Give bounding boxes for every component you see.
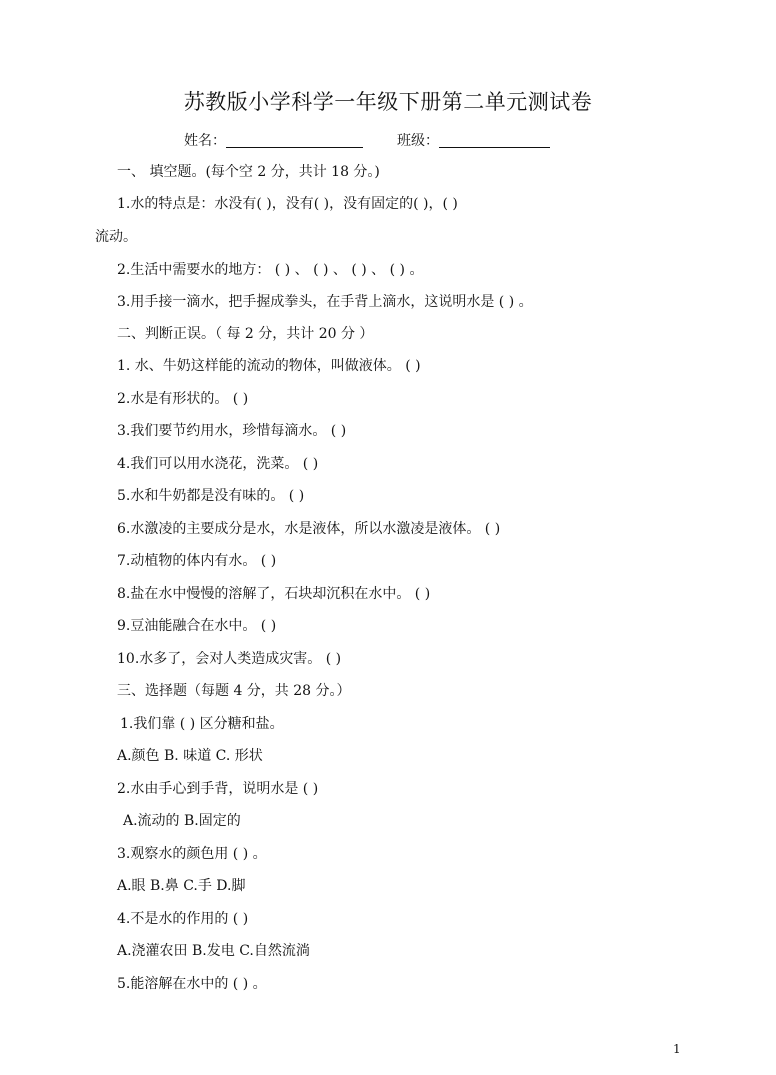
class-label: 班级：	[397, 133, 439, 149]
choice-q2-options: A.流动的 B.固定的	[123, 813, 241, 829]
tf-q9: 9.豆油能融合在水中。 ( )	[117, 618, 277, 634]
fill-q3: 3.用手接一滴水，把手握成拳头，在手背上滴水，这说明水是 ( ) 。	[117, 294, 533, 310]
choice-q4: 4.不是水的作用的 ( )	[117, 911, 249, 927]
name-field	[184, 130, 363, 150]
class-field	[397, 130, 550, 150]
page-number: 1	[673, 1042, 681, 1056]
class-blank	[439, 133, 550, 148]
tf-q7: 7.动植物的体内有水。 ( )	[117, 553, 277, 569]
tf-q8: 8.盐在水中慢慢的溶解了，石块却沉积在水中。 ( )	[117, 586, 431, 602]
choice-q5: 5.能溶解在水中的 ( ) 。	[117, 976, 267, 992]
choice-q2: 2.水由手心到手背，说明水是 ( )	[117, 781, 319, 797]
fill-q1: 1.水的特点是：水没有( )，没有( )，没有固定的( )，( )	[117, 196, 458, 212]
choice-q4-options: A.浇灌农田 B.发电 C.自然流淌	[117, 943, 310, 959]
tf-q3: 3.我们要节约用水，珍惜每滴水。 ( )	[117, 423, 347, 439]
fill-q1-continued: 流动。	[95, 229, 137, 245]
section-choice-heading: 三、选择题（每题 4 分，共 28 分。）	[117, 683, 351, 699]
name-label: 姓名：	[184, 133, 226, 149]
section-true-false-heading: 二、判断正误。（ 每 2 分，共计 20 分 ）	[117, 326, 374, 342]
page-title: 苏教版小学科学一年级下册第二单元测试卷	[183, 90, 593, 114]
choice-q3: 3.观察水的颜色用 ( ) 。	[117, 846, 267, 862]
tf-q1: 1. 水、牛奶这样能的流动的物体，叫做液体。 ( )	[117, 358, 421, 374]
tf-q5: 5.水和牛奶都是没有味的。 ( )	[117, 488, 305, 504]
choice-q1-options: A.颜色 B. 味道 C. 形状	[117, 748, 263, 764]
choice-q3-options: A.眼 B.鼻 C.手 D.脚	[117, 878, 246, 894]
name-blank	[226, 133, 363, 148]
choice-q1: 1.我们靠 ( ) 区分糖和盐。	[120, 716, 284, 732]
tf-q4: 4.我们可以用水浇花，洗菜。 ( )	[117, 456, 319, 472]
tf-q2: 2.水是有形状的。 ( )	[117, 391, 249, 407]
tf-q6: 6.水激凌的主要成分是水，水是液体，所以水激凌是液体。 ( )	[117, 521, 501, 537]
tf-q10: 10.水多了，会对人类造成灾害。 ( )	[117, 651, 342, 667]
section-fill-blank-heading: 一、 填空题。(每个空 2 分，共计 18 分。)	[117, 164, 380, 180]
fill-q2: 2.生活中需要水的地方： ( ) 、 ( ) 、 ( ) 、 ( ) 。	[117, 262, 424, 278]
